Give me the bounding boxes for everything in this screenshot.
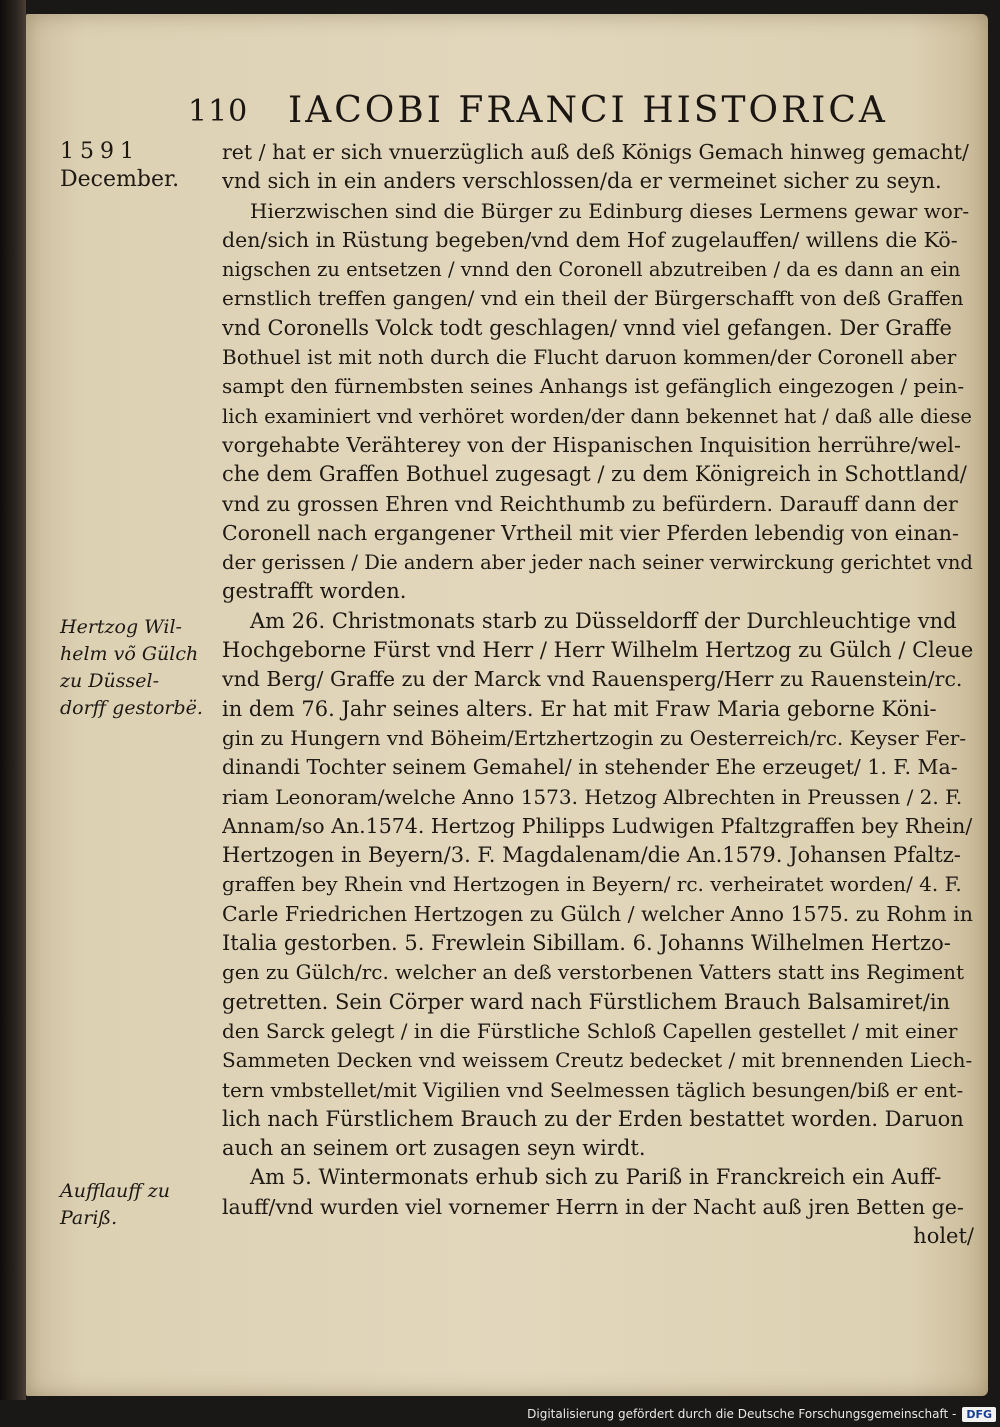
text-line: ret / hat er sich vnuerzüglich auß deß Königs Gemach hinweg gemacht/: [222, 140, 969, 164]
text-line: ernstlich treffen gangen/ vnd ein theil der Bürgerschafft von deß Graffen: [222, 286, 964, 311]
margin-note-line: Pariß.: [60, 1207, 118, 1229]
text-line: den/sich in Rüstung begeben/vnd dem Hof zugelauffen/ willens die Kö-: [222, 227, 958, 252]
text-line: lich examiniert vnd verhöret worden/der dann bekennet hat / daß alle diese: [222, 404, 972, 428]
text-line: vnd Berg/ Graffe zu der Marck vnd Rauensperg/Herr zu Rauenstein/rc.: [222, 667, 963, 692]
text-line: Bothuel ist mit noth durch die Flucht daruon kommen/der Coronell aber: [222, 345, 957, 370]
text-line: che dem Graffen Bothuel zugesagt / zu dem Königreich in Schottland/: [222, 462, 967, 487]
book-binding: [0, 0, 26, 1400]
margin-note-line: Aufflauff zu: [60, 1180, 171, 1202]
paragraph-2: [222, 197, 974, 607]
text-line: gin zu Hungern vnd Böheim/Ertzhertzogin zu Oesterreich/rc. Keyser Fer-: [222, 725, 967, 750]
text-line: getretten. Sein Cörper ward nach Fürstlichem Brauch Balsamiret/in: [222, 989, 951, 1014]
margin-note-line: helm võ Gülch: [60, 643, 199, 665]
text-line: Am 26. Christmonats starb zu Düsseldorff der Durchleuchtige vnd: [250, 608, 957, 633]
text-line: Hertzogen in Beyern/3. F. Magdalenam/die An.1579. Johansen Pfaltz-: [222, 843, 961, 868]
margin-note-line: zu Düssel-: [60, 670, 159, 692]
text-line: gestrafft worden.: [222, 579, 407, 604]
page-header: [26, 88, 988, 134]
text-line: gen zu Gülch/rc. welcher an deß verstorbenen Vatters statt ins Regiment: [222, 960, 965, 985]
text-line: vorgehabte Verähterey von der Hispanischen Inquisition herrühre/wel-: [222, 432, 961, 457]
text-line: Am 5. Wintermonats erhub sich zu Pariß in Franckreich ein Auff-: [250, 1165, 942, 1190]
margin-note-hertzog: [60, 614, 203, 722]
text-line: Annam/so An.1574. Hertzog Philipps Ludwigen Pfaltzgraffen bey Rhein/: [222, 813, 973, 838]
text-line: Hochgeborne Fürst vnd Herr / Herr Wilhelm Hertzog zu Gülch / Cleue: [222, 638, 974, 663]
page-number: 110: [188, 94, 249, 129]
margin-month: December.: [60, 167, 180, 192]
text-line: lauff/vnd wurden viel vornemer Herrn in der Nacht auß jren Betten ge-: [222, 1194, 964, 1219]
footer-credit: Digitalisierung gefördert durch die Deutsche Forschungsgemeinschaft -: [527, 1407, 957, 1421]
text-line: Sammeten Decken vnd weissem Creutz bedecket / mit brennenden Liech-: [222, 1048, 973, 1073]
margin-note-line: dorff gestorbë.: [60, 697, 203, 719]
text-line: dinandi Tochter seinem Gemahel/ in stehender Ehe erzeuget/ 1. F. Ma-: [222, 755, 958, 780]
text-line: lich nach Fürstlichem Brauch zu der Erden bestattet worden. Daruon: [222, 1106, 964, 1131]
text-line: den Sarck gelegt / in die Fürstliche Schloß Capellen gestellet / mit einer: [222, 1018, 958, 1043]
text-line: nigschen zu entsetzen / vnnd den Coronell abzutreiben / da es dann an ein: [222, 258, 961, 282]
catchword: holet/: [913, 1223, 974, 1248]
margin-note-line: Hertzog Wil-: [60, 616, 182, 638]
body-text: [222, 138, 974, 1251]
text-line: vnd zu grossen Ehren vnd Reichthumb zu befürdern. Darauff dann der: [222, 491, 958, 516]
text-line: in dem 76. Jahr seines alters. Er hat mit Fraw Maria geborne Köni-: [222, 696, 937, 721]
text-line: sampt den fürnembsten seines Anhangs ist gefänglich eingezogen / pein-: [222, 374, 965, 399]
text-line: vnd sich in ein anders verschlossen/da er vermeinet sicher zu seyn.: [222, 169, 942, 194]
text-line: tern vmbstellet/mit Vigilien vnd Seelmessen täglich besungen/biß er ent-: [222, 1077, 964, 1102]
margin-year: 1591: [60, 139, 140, 164]
running-title: IACOBI FRANCI HISTORICA: [288, 90, 888, 131]
paragraph-3: [222, 607, 974, 1164]
paragraph-1: [222, 138, 974, 197]
digitization-footer: [527, 1403, 996, 1425]
text-line: vnd Coronells Volck todt geschlagen/ vnnd viel gefangen. Der Graffe: [222, 315, 952, 340]
text-line: graffen bey Rhein vnd Hertzogen in Beyern/ rc. verheiratet worden/ 4. F.: [222, 872, 962, 897]
text-line: Carle Friedrichen Hertzogen zu Gülch / welcher Anno 1575. zu Rohm in: [222, 901, 973, 926]
text-line: der gerissen / Die andern aber jeder nach seiner verwirckung gerichtet vnd: [222, 551, 973, 575]
text-line: Coronell nach ergangener Vrtheil mit vier Pferden lebendig von einan-: [222, 520, 959, 545]
dfg-logo: DFG: [962, 1407, 996, 1422]
margin-note-aufflauff: [60, 1178, 170, 1232]
text-line: riam Leonoram/welche Anno 1573. Hetzog Albrechten in Preussen / 2. F.: [222, 784, 963, 809]
text-line: Italia gestorben. 5. Frewlein Sibillam. 6. Johanns Wilhelmen Hertzo-: [222, 931, 951, 956]
text-line: auch an seinem ort zusagen seyn wirdt.: [222, 1136, 646, 1161]
book-page: [26, 14, 988, 1396]
paragraph-4: [222, 1163, 974, 1251]
text-line: Hierzwischen sind die Bürger zu Edinburg dieses Lermens gewar wor-: [250, 198, 970, 223]
